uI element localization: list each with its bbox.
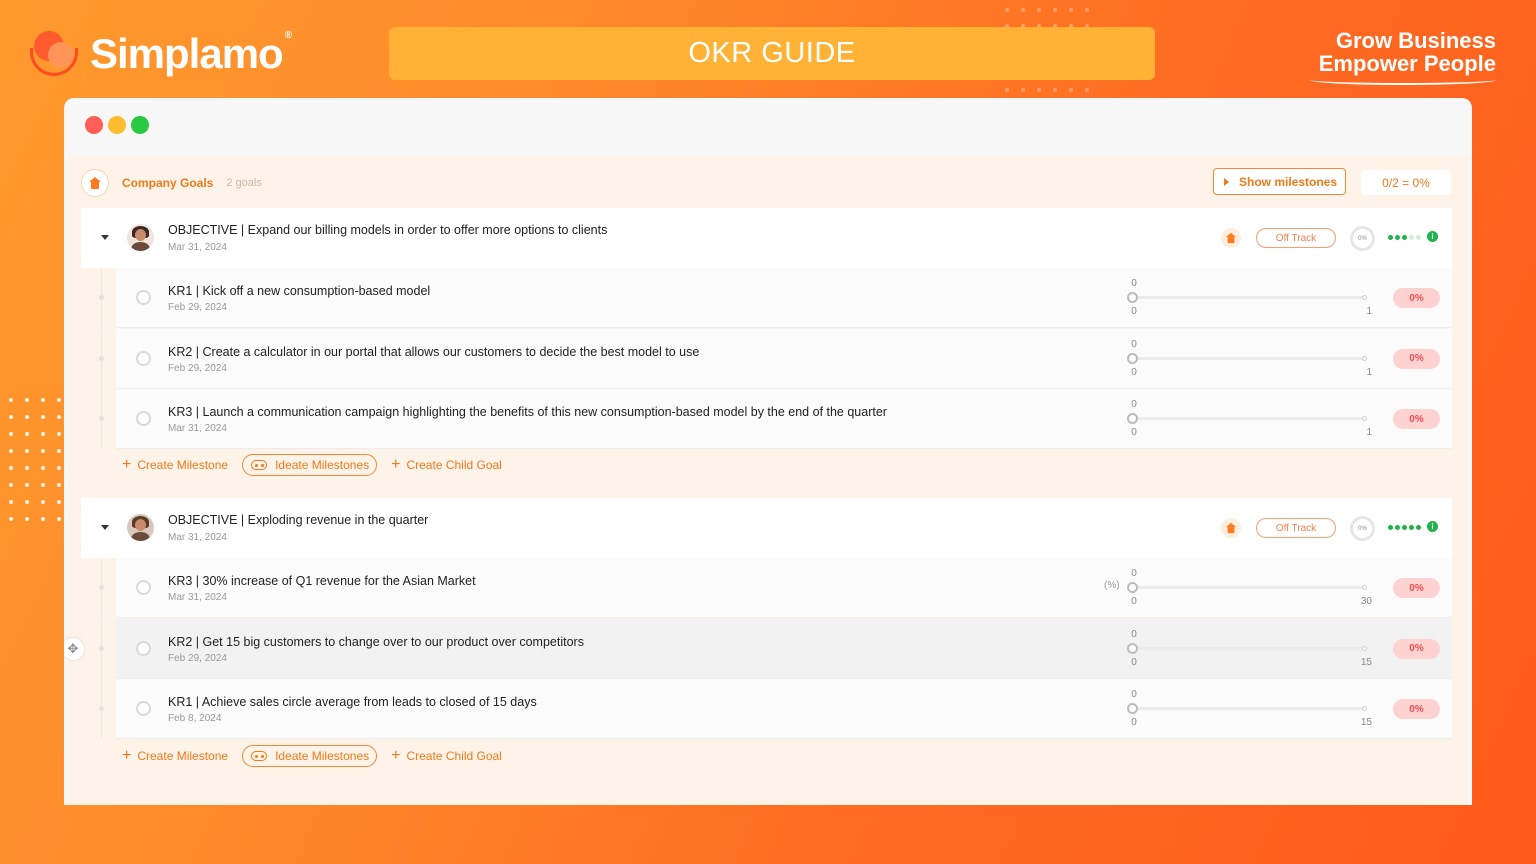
confidence-dot xyxy=(1416,525,1421,530)
status-badge[interactable]: Off Track xyxy=(1256,518,1336,538)
objective-row[interactable] xyxy=(81,208,1452,268)
simplamo-logo xyxy=(30,28,291,80)
progress-ring: 0% xyxy=(1350,516,1375,541)
minimize-window-button[interactable] xyxy=(108,116,126,134)
tree-node-dot xyxy=(99,295,104,300)
create-milestone-button[interactable] xyxy=(122,457,228,473)
goals-title: Company Goals xyxy=(122,175,214,190)
kr-complete-checkbox[interactable] xyxy=(136,580,151,595)
owner-avatar xyxy=(127,224,154,251)
kr-complete-checkbox[interactable] xyxy=(136,641,151,656)
kr-complete-checkbox[interactable] xyxy=(136,701,151,716)
show-milestones-label: Show milestones xyxy=(1239,174,1338,189)
kr-target-value: 1 xyxy=(1366,306,1372,317)
ai-icon xyxy=(251,751,267,761)
confidence-dot xyxy=(1409,235,1414,240)
tree-node-dot xyxy=(99,646,104,651)
decorative-dots-left xyxy=(9,398,61,521)
kr-target-value: 30 xyxy=(1360,596,1372,607)
caret-right-icon xyxy=(1224,178,1229,186)
confidence-dot xyxy=(1409,525,1414,530)
plus-icon: + xyxy=(122,747,132,764)
plus-icon: + xyxy=(391,456,401,473)
confidence-dot xyxy=(1395,525,1400,530)
key-result-row[interactable] xyxy=(116,679,1452,739)
kr-due-date: Feb 8, 2024 xyxy=(168,713,222,724)
confidence-dot xyxy=(1416,235,1421,240)
app-window xyxy=(64,98,1472,805)
tree-node-dot xyxy=(99,585,104,590)
kr-start-value: 0 xyxy=(1131,656,1137,668)
kr-target-value: 1 xyxy=(1366,427,1372,438)
kr-target-value: 15 xyxy=(1360,656,1372,668)
company-level-badge xyxy=(1221,518,1241,538)
kr-due-date: Feb 29, 2024 xyxy=(168,362,227,374)
ideate-milestones-label: Ideate Milestones xyxy=(275,749,370,763)
kr-percent-badge: 0% xyxy=(1393,349,1440,369)
kr-current-value: 0 xyxy=(1131,399,1137,410)
company-level-badge xyxy=(1221,228,1241,248)
kr-progress-handle[interactable] xyxy=(1127,703,1138,714)
tree-node-dot xyxy=(99,706,104,711)
key-result-row[interactable] xyxy=(116,389,1452,449)
kr-title[interactable]: KR2 | Create a calculator in our portal that allows our customers to decide the best model to use xyxy=(168,344,700,359)
kr-title[interactable]: KR1 | Achieve sales circle average from leads to closed of 15 days xyxy=(168,695,537,709)
key-result-row[interactable] xyxy=(116,619,1452,679)
kr-current-value: 0 xyxy=(1131,689,1137,700)
objective-actions xyxy=(122,741,502,771)
logo-mark-icon xyxy=(30,28,82,80)
kr-current-value: 0 xyxy=(1131,568,1137,579)
kr-title[interactable]: KR2 | Get 15 big customers to change over to our product over competitors xyxy=(168,634,584,649)
kr-complete-checkbox[interactable] xyxy=(136,290,151,305)
kr-current-value: 0 xyxy=(1131,338,1137,350)
key-result-row[interactable] xyxy=(116,268,1452,328)
kr-progress-track[interactable] xyxy=(1131,357,1365,360)
kr-target-marker xyxy=(1362,646,1367,651)
objective-title[interactable]: OBJECTIVE | Expand our billing models in order to offer more options to clients xyxy=(168,223,608,237)
confidence-dots[interactable] xyxy=(1388,235,1421,240)
kr-start-value: 0 xyxy=(1131,717,1137,728)
ideate-milestones-label: Ideate Milestones xyxy=(275,458,370,472)
kr-current-value: 0 xyxy=(1131,278,1137,289)
collapse-toggle-icon[interactable] xyxy=(101,525,109,530)
logo-text: Simplamo ® xyxy=(90,30,292,77)
plus-icon: + xyxy=(122,456,132,473)
objective-title[interactable]: OBJECTIVE | Exploding revenue in the quarter xyxy=(168,513,429,527)
home-icon xyxy=(89,177,101,189)
info-icon[interactable]: i xyxy=(1427,231,1438,242)
move-icon[interactable]: ✥ xyxy=(64,638,84,660)
company-goals-panel xyxy=(68,156,1468,805)
kr-progress-track[interactable] xyxy=(1131,707,1365,710)
info-icon[interactable]: i xyxy=(1427,521,1438,532)
company-home-button[interactable] xyxy=(81,169,109,197)
ideate-milestones-button[interactable] xyxy=(242,454,377,476)
objective-row[interactable] xyxy=(81,498,1452,558)
kr-progress-handle[interactable] xyxy=(1127,292,1138,303)
confidence-dot xyxy=(1402,525,1407,530)
kr-complete-checkbox[interactable] xyxy=(136,411,151,426)
kr-percent-badge: 0% xyxy=(1393,699,1440,719)
objective-due-date: Mar 31, 2024 xyxy=(168,242,227,253)
create-milestone-label: Create Milestone xyxy=(137,458,229,472)
kr-progress-handle[interactable] xyxy=(1127,413,1138,424)
create-child-goal-button[interactable] xyxy=(391,748,502,764)
progress-ring: 0% xyxy=(1350,226,1375,251)
close-window-button[interactable] xyxy=(85,116,103,134)
create-child-goal-button[interactable] xyxy=(391,457,502,473)
kr-due-date: Mar 31, 2024 xyxy=(168,423,227,434)
confidence-dot xyxy=(1388,235,1393,240)
slogan xyxy=(1319,29,1496,75)
goals-count: 2 goals xyxy=(226,176,262,189)
show-milestones-button[interactable] xyxy=(1213,168,1346,195)
maximize-window-button[interactable] xyxy=(131,116,149,134)
confidence-dot xyxy=(1402,235,1407,240)
kr-due-date: Mar 31, 2024 xyxy=(168,592,227,603)
key-result-row[interactable] xyxy=(116,329,1452,389)
goals-header xyxy=(81,168,1451,197)
tree-node-dot xyxy=(99,356,104,361)
collapse-toggle-icon[interactable] xyxy=(101,235,109,240)
kr-start-value: 0 xyxy=(1131,306,1137,317)
kr-due-date: Feb 29, 2024 xyxy=(168,652,227,664)
kr-progress-handle[interactable] xyxy=(1127,643,1138,654)
kr-target-marker xyxy=(1362,706,1367,711)
kr-percent-badge: 0% xyxy=(1393,639,1440,659)
okr-guide-title: OKR GUIDE xyxy=(389,27,1155,80)
kr-title[interactable]: KR3 | 30% increase of Q1 revenue for the Asian Market xyxy=(168,574,476,588)
slogan-underline xyxy=(1310,75,1496,85)
kr-target-marker xyxy=(1362,585,1367,590)
objective-due-date: Mar 31, 2024 xyxy=(168,532,227,543)
confidence-dot xyxy=(1388,525,1393,530)
kr-due-date: Feb 29, 2024 xyxy=(168,302,227,313)
kr-progress-handle[interactable] xyxy=(1127,353,1138,364)
owner-avatar xyxy=(127,514,154,541)
kr-start-value: 0 xyxy=(1131,366,1137,378)
goals-progress-ratio: 0/2 = 0% xyxy=(1361,170,1451,195)
status-badge[interactable]: Off Track xyxy=(1256,228,1336,248)
create-milestone-label: Create Milestone xyxy=(137,749,229,763)
create-milestone-button[interactable] xyxy=(122,748,228,764)
kr-progress-track[interactable] xyxy=(1131,647,1365,650)
ideate-milestones-button[interactable] xyxy=(242,745,377,767)
kr-percent-badge: 0% xyxy=(1393,578,1440,598)
kr-progress-track[interactable] xyxy=(1131,417,1365,420)
kr-start-value: 0 xyxy=(1131,596,1137,607)
kr-current-value: 0 xyxy=(1131,628,1137,640)
key-result-row[interactable] xyxy=(116,558,1452,618)
kr-percent-badge: 0% xyxy=(1393,409,1440,429)
tree-node-dot xyxy=(99,416,104,421)
slogan-line-2: Empower People xyxy=(1318,51,1496,76)
plus-icon: + xyxy=(391,747,401,764)
kr-progress-handle[interactable] xyxy=(1127,582,1138,593)
kr-target-value: 1 xyxy=(1366,366,1372,378)
kr-title[interactable]: KR3 | Launch a communication campaign highlighting the benefits of this new consumption-based model by the end of the quarter xyxy=(168,405,887,419)
confidence-dot xyxy=(1395,235,1400,240)
kr-target-marker xyxy=(1362,295,1367,300)
kr-target-marker xyxy=(1362,416,1367,421)
create-child-goal-label: Create Child Goal xyxy=(406,458,502,472)
home-icon xyxy=(1226,523,1236,533)
slogan-line-1: Grow Business xyxy=(1335,28,1496,53)
objective-actions xyxy=(122,450,502,480)
kr-progress-track[interactable] xyxy=(1131,296,1365,299)
kr-title[interactable]: KR1 | Kick off a new consumption-based model xyxy=(168,284,431,298)
kr-start-value: 0 xyxy=(1131,427,1137,438)
kr-complete-checkbox[interactable] xyxy=(136,351,151,366)
ai-icon xyxy=(251,460,267,470)
kr-progress-track[interactable] xyxy=(1131,586,1365,589)
home-icon xyxy=(1226,233,1236,243)
kr-percent-badge: 0% xyxy=(1393,288,1440,308)
confidence-dots[interactable] xyxy=(1388,525,1421,530)
kr-unit: (%) xyxy=(1104,580,1120,591)
kr-target-value: 15 xyxy=(1360,717,1372,728)
window-controls xyxy=(85,116,149,134)
create-child-goal-label: Create Child Goal xyxy=(406,749,502,763)
kr-target-marker xyxy=(1362,356,1367,361)
